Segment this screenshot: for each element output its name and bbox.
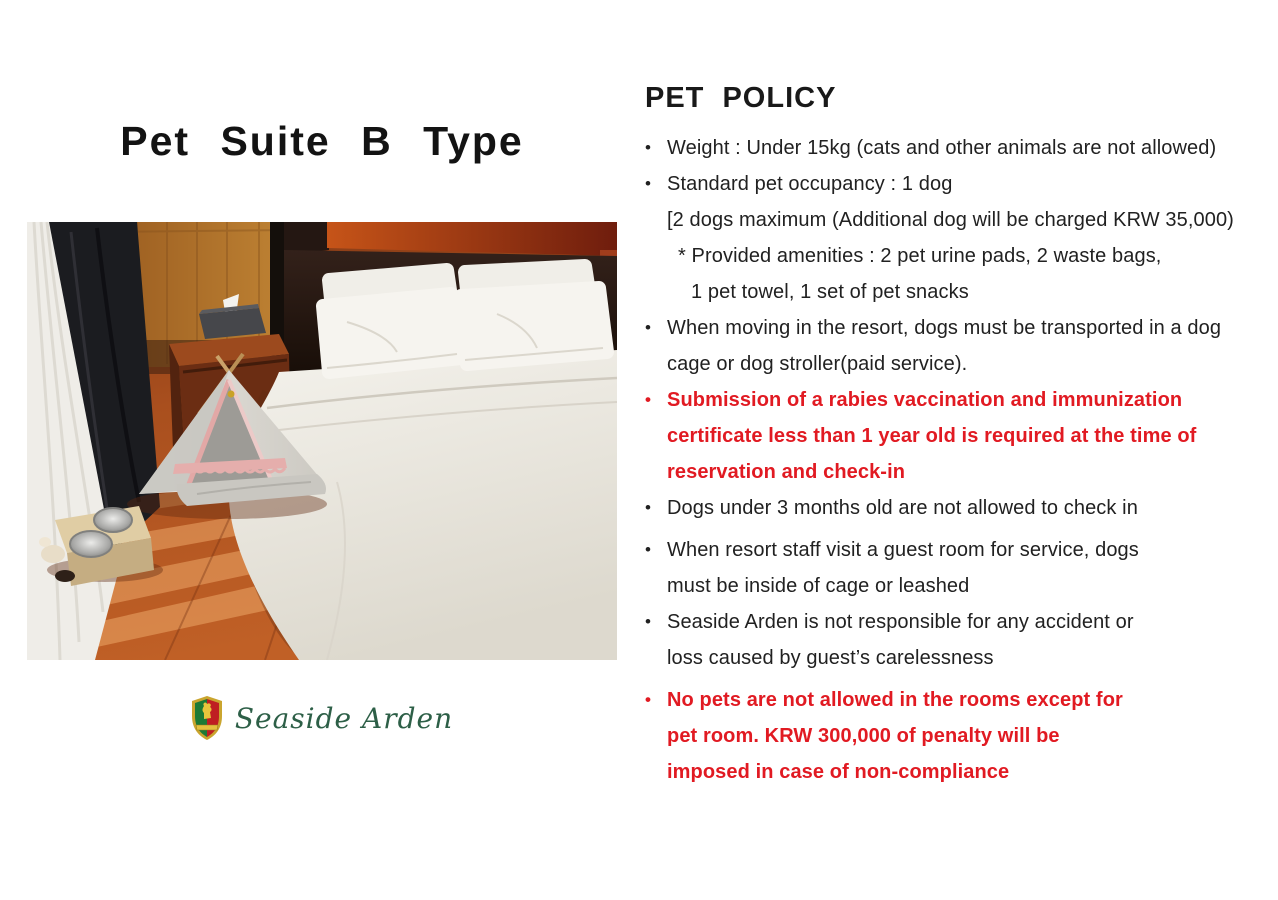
brand-name: Seaside Arden	[234, 701, 454, 735]
bullet-dot: •	[645, 612, 651, 631]
policy-line: Weight : Under 15kg (cats and other animals are not allowed)	[667, 137, 1217, 159]
policy-line: Seaside Arden is not responsible for any accident or	[667, 611, 1134, 633]
bullet-dot: •	[645, 138, 651, 157]
policy-item	[645, 130, 1270, 166]
policy-line: must be inside of cage or leashed	[667, 575, 970, 597]
policy-line: [2 dogs maximum (Additional dog will be charged KRW 35,000)	[667, 209, 1234, 231]
policy-line: Dogs under 3 months old are not allowed to check in	[667, 497, 1138, 519]
policy-item-lines	[667, 382, 1270, 490]
pillows	[323, 266, 607, 372]
policy-item	[645, 382, 1270, 490]
pillow-front-left	[323, 294, 461, 372]
bullet-dot: •	[645, 690, 651, 709]
pillow-front-right	[461, 288, 607, 364]
policy-item-lines	[667, 310, 1270, 382]
policy-line: No pets are not allowed in the rooms except for	[667, 689, 1123, 711]
bullet-dot: •	[645, 390, 651, 409]
policy-item-lines	[667, 130, 1270, 166]
policy-line: * Provided amenities : 2 pet urine pads, 2 waste bags,	[678, 245, 1162, 267]
policy-item	[645, 310, 1270, 382]
pet-toy	[41, 545, 65, 563]
policy-line: pet room. KRW 300,000 of penalty will be	[667, 725, 1060, 747]
pet-bowl	[94, 508, 132, 532]
policy-line: When resort staff visit a guest room for service, dogs	[667, 539, 1139, 561]
pet-policy-section	[645, 82, 1270, 790]
pet-bowl	[70, 531, 112, 557]
policy-item	[645, 604, 1270, 676]
policy-item	[645, 166, 1270, 310]
policy-item	[645, 682, 1270, 790]
policy-line: Standard pet occupancy : 1 dog	[667, 173, 953, 195]
policy-item-lines	[667, 490, 1270, 526]
policy-list	[645, 130, 1270, 790]
policy-line: certificate less than 1 year old is required at the time of	[667, 425, 1197, 447]
policy-item-lines	[667, 532, 1270, 604]
bullet-dot: •	[645, 318, 651, 337]
policy-line: imposed in case of non-compliance	[667, 761, 1010, 783]
crest-icon	[191, 695, 223, 741]
room-photo-illustration	[27, 222, 617, 660]
policy-line: reservation and check-in	[667, 461, 906, 483]
bullet-dot: •	[645, 540, 651, 559]
policy-item-lines	[667, 166, 1270, 310]
policy-line: loss caused by guest’s carelessness	[667, 647, 994, 669]
policy-item-lines	[667, 604, 1270, 676]
page-title: Pet Suite B Type	[120, 118, 524, 164]
policy-item	[645, 490, 1270, 526]
brand-logo	[27, 688, 617, 748]
policy-item	[645, 532, 1270, 604]
policy-line: cage or dog stroller(paid service).	[667, 353, 968, 375]
bullet-dot: •	[645, 498, 651, 517]
policy-heading: PET POLICY	[645, 82, 837, 114]
policy-line: Submission of a rabies vaccination and immunization	[667, 389, 1183, 411]
policy-line: When moving in the resort, dogs must be transported in a dog	[667, 317, 1222, 339]
bullet-dot: •	[645, 174, 651, 193]
room-photo	[27, 222, 617, 660]
policy-item-lines	[667, 682, 1270, 790]
policy-line: 1 pet towel, 1 set of pet snacks	[691, 281, 969, 303]
